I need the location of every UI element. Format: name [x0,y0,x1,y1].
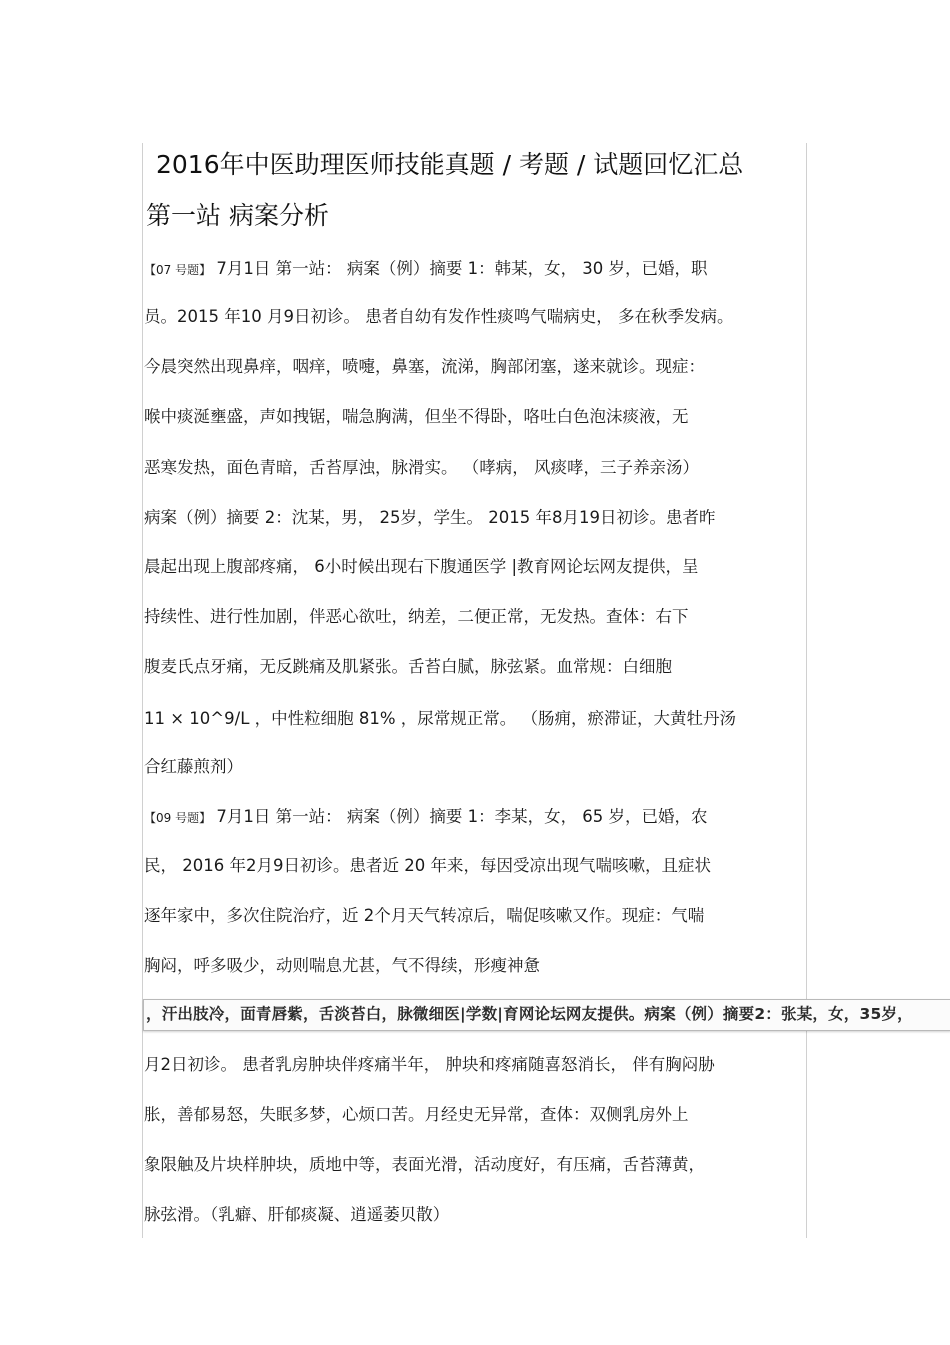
text-line: 合红藤煎剂） [144,757,243,776]
text-line: 胸闷，呼多吸少，动则喘息尤甚，气不得续，形瘦神惫 [144,956,540,975]
text-line: 恶寒发热，面色青暗，舌苔厚浊，脉滑实。 （哮病， 风痰哮，三子养亲汤） [144,458,699,477]
pasted-image-text: ，汗出肢冷，面青唇紫，舌淡苔白，脉微细医|学数|育网论坛网友提供。病案（例）摘要2：张某，女，35岁， [146,1005,913,1023]
text-line: 员。2015 年10 月9日初诊。 患者自幼有发作性痰鸣气喘病史， 多在秋季发病。 [144,307,734,326]
text-line: 今晨突然出现鼻痒，咽痒，喷嚏，鼻塞，流涕，胸部闭塞，遂来就诊。现症： [144,357,705,376]
question-tag: 【07 号题】 [144,263,212,277]
text-line: 喉中痰涎壅盛，声如拽锯，喘急胸满，但坐不得卧，咯吐白色泡沫痰液，无 [144,407,689,426]
text-line: 11 × 10^9/L ，中性粒细胞 81% ，尿常规正常。 （肠痈，瘀滞证，大黄牡丹汤 [144,709,737,728]
question-tag: 【09 号题】 [144,811,212,825]
text-line: 持续性、进行性加剧，伴恶心欲吐，纳差，二便正常，无发热。查体：右下 [144,607,689,626]
text-line: 民， 2016 年2月9日初诊。患者近 20 年来，每因受凉出现气喘咳嗽，且症状 [144,856,711,875]
page-border-right [806,143,807,1238]
text-line: 逐年家中，多次住院治疗，近 2个月天气转凉后，喘促咳嗽又作。现症：气喘 [144,906,705,925]
text-line: 病案（例）摘要 2：沈某，男， 25岁，学生。 2015 年8月19日初诊。患者昨 [144,508,716,527]
text-line: 胀，善郁易怒，失眠多梦，心烦口苦。月经史无异常，查体：双侧乳房外上 [144,1105,689,1124]
document-title: 2016年中医助理医师技能真题 / 考题 / 试题回忆汇总 [156,150,744,179]
section-title: 第一站 病案分析 [146,201,329,230]
text-line: 【09 号题】 7月1日 第一站： 病案（例）摘要 1：李某，女， 65 岁，已婚，农 [144,807,708,826]
page-border-left [142,143,143,1238]
text-line: 晨起出现上腹部疼痛， 6小时候出现右下腹通医学 |教育网论坛网友提供，呈 [144,557,699,576]
text-line: 象限触及片块样肿块，质地中等，表面光滑，活动度好，有压痛，舌苔薄黄， [144,1155,705,1174]
text-line: 脉弦滑。（乳癖、肝郁痰凝、逍遥萎贝散） [144,1205,450,1224]
text-line: 月2日初诊。 患者乳房肿块伴疼痛半年， 肿块和疼痛随喜怒消长， 伴有胸闷胁 [144,1055,715,1074]
text-line: 【07 号题】 7月1日 第一站： 病案（例）摘要 1：韩某，女， 30 岁，已婚，职 [144,259,708,278]
text-line: 腹麦氏点牙痛，无反跳痛及肌紧张。舌苔白腻，脉弦紧。血常规：白细胞 [144,657,672,676]
